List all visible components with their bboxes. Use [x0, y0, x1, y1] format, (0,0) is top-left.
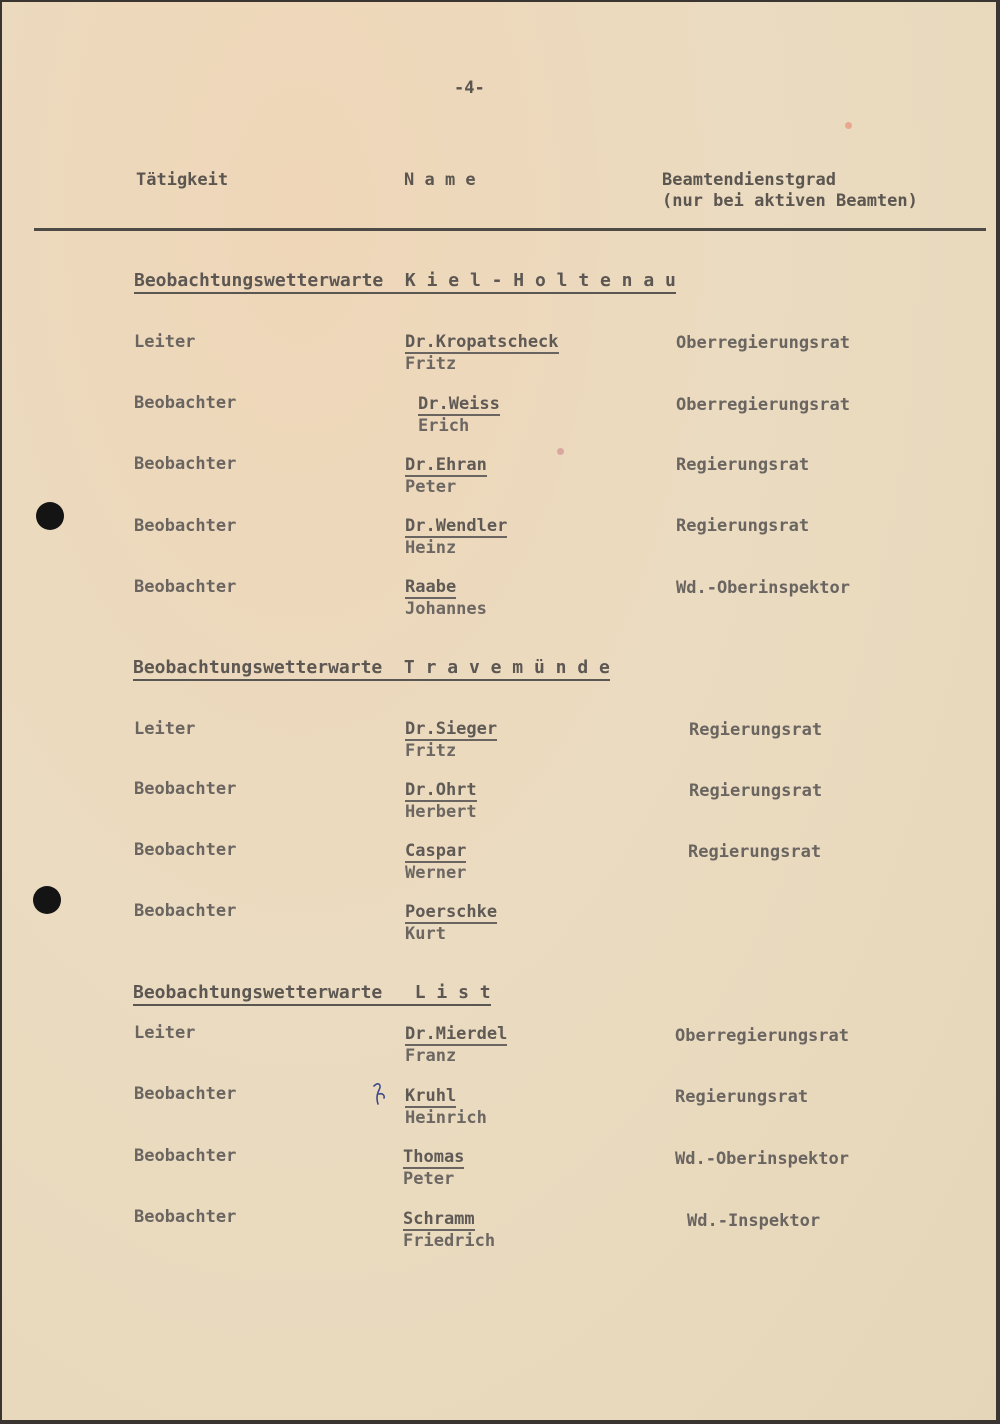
row-role: Beobachter	[134, 901, 237, 921]
row-role: Leiter	[134, 332, 196, 352]
section-title-travemuende: Beobachtungswetterwarte T r a v e m ü n d e	[133, 657, 610, 681]
row-first-name: Friedrich	[403, 1231, 496, 1251]
row-rank: Oberregierungsrat	[675, 1026, 849, 1046]
row-surname: Raabe	[405, 577, 457, 597]
row-surname: Dr.Ohrt	[405, 780, 477, 800]
paper-stain	[557, 448, 564, 455]
row-first-name: Erich	[418, 416, 470, 436]
row-first-name: Fritz	[405, 741, 457, 761]
row-rank: Wd.-Oberinspektor	[676, 578, 850, 598]
row-first-name: Johannes	[405, 599, 487, 619]
row-first-name: Peter	[403, 1169, 455, 1189]
row-first-name: Peter	[405, 477, 457, 497]
header-name: N a m e	[404, 170, 476, 190]
row-role: Beobachter	[134, 1146, 237, 1166]
row-surname: Schramm	[403, 1209, 475, 1229]
row-name	[405, 1086, 487, 1128]
row-name	[405, 516, 507, 558]
row-role: Beobachter	[134, 393, 237, 413]
row-name	[405, 841, 466, 883]
row-rank: Regierungsrat	[675, 1087, 809, 1107]
row-first-name: Heinz	[405, 538, 457, 558]
row-rank: Wd.-Inspektor	[687, 1211, 821, 1231]
row-role: Beobachter	[134, 1207, 237, 1227]
page-number: -4-	[454, 78, 485, 98]
row-first-name: Franz	[405, 1046, 457, 1066]
row-first-name: Heinrich	[405, 1108, 487, 1128]
row-role: Leiter	[134, 719, 196, 739]
row-name	[418, 394, 500, 436]
row-name	[403, 1147, 464, 1189]
section-title-list: Beobachtungswetterwarte L i s t	[133, 982, 491, 1006]
row-rank: Oberregierungsrat	[676, 395, 850, 415]
header-rank-line2: (nur bei aktiven Beamten)	[662, 191, 918, 211]
header-activity: Tätigkeit	[136, 170, 229, 190]
row-role: Beobachter	[134, 516, 237, 536]
row-name	[405, 902, 497, 944]
header-rank-line1: Beamtendienstgrad	[662, 170, 836, 190]
row-role: Beobachter	[134, 840, 237, 860]
row-role: Beobachter	[134, 779, 237, 799]
row-rank: Regierungsrat	[676, 516, 810, 536]
punch-hole-bottom	[33, 886, 61, 914]
row-surname: Dr.Mierdel	[405, 1024, 508, 1044]
row-name	[405, 1024, 507, 1066]
section-title-kiel: Beobachtungswetterwarte K i e l - H o l t e n a u	[134, 270, 676, 294]
row-name	[405, 719, 497, 761]
row-name	[405, 332, 559, 374]
punch-hole-top	[36, 502, 64, 530]
row-surname: Dr.Sieger	[405, 719, 498, 739]
row-role: Leiter	[134, 1023, 196, 1043]
document-page	[2, 2, 996, 1420]
handwritten-check-mark	[370, 1080, 390, 1110]
row-surname: Dr.Wendler	[405, 516, 508, 536]
row-role: Beobachter	[134, 1084, 237, 1104]
row-role: Beobachter	[134, 454, 237, 474]
row-name	[405, 577, 487, 619]
row-name	[403, 1209, 495, 1251]
row-name	[405, 780, 477, 822]
row-rank: Regierungsrat	[688, 842, 822, 862]
row-surname: Poerschke	[405, 902, 498, 922]
row-rank: Oberregierungsrat	[676, 333, 850, 353]
paper-stain	[845, 122, 852, 129]
row-surname: Dr.Ehran	[405, 455, 487, 475]
row-first-name: Fritz	[405, 354, 457, 374]
row-surname: Dr.Kropatscheck	[405, 332, 559, 352]
row-first-name: Werner	[405, 863, 467, 883]
row-surname: Caspar	[405, 841, 467, 861]
row-surname: Kruhl	[405, 1086, 457, 1106]
row-role: Beobachter	[134, 577, 237, 597]
row-rank: Regierungsrat	[689, 720, 823, 740]
row-name	[405, 455, 487, 497]
row-surname: Thomas	[403, 1147, 465, 1167]
row-rank: Wd.-Oberinspektor	[675, 1149, 849, 1169]
row-first-name: Kurt	[405, 924, 446, 944]
row-surname: Dr.Weiss	[418, 394, 500, 414]
row-first-name: Herbert	[405, 802, 477, 822]
row-rank: Regierungsrat	[689, 781, 823, 801]
header-divider	[34, 228, 986, 231]
row-rank: Regierungsrat	[676, 455, 810, 475]
